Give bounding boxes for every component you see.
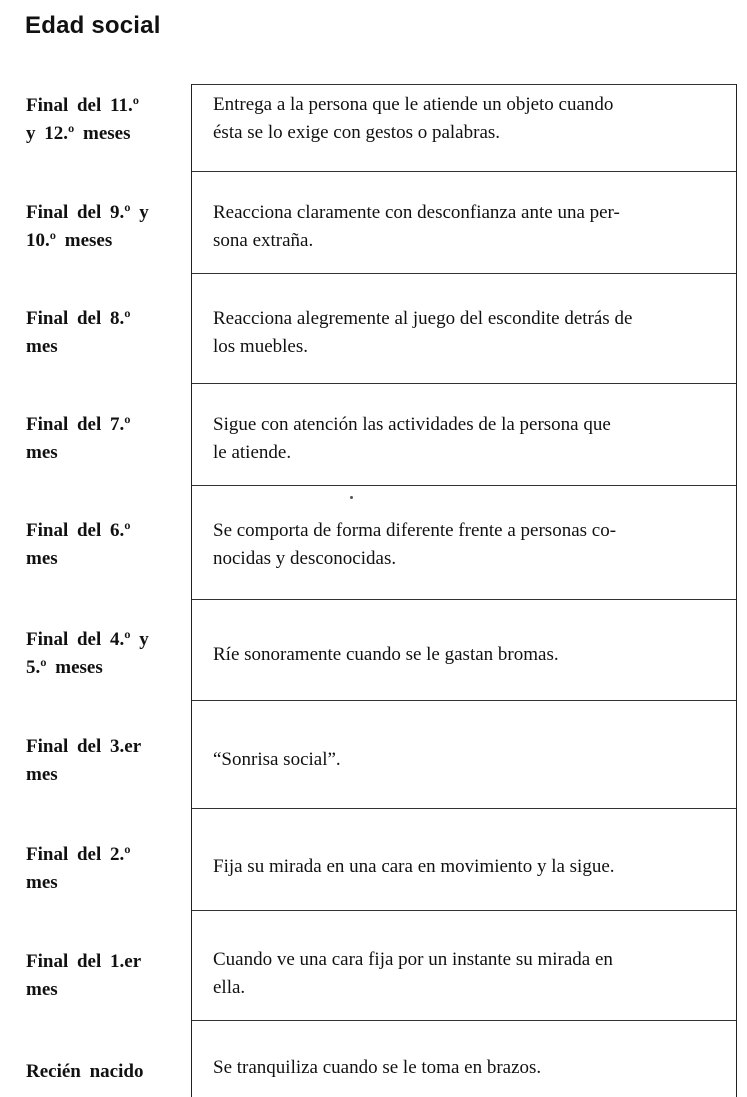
table-row: [0, 171, 747, 273]
table-row: [0, 273, 747, 383]
description-cell: [191, 485, 737, 599]
age-label: Final del 11.º y 12.º meses: [26, 95, 139, 144]
age-label: Recién nacido: [26, 1061, 144, 1082]
age-label: Final del 2.º mes: [26, 844, 131, 893]
table-row: [0, 485, 747, 599]
table-row: [0, 1020, 747, 1097]
age-label: Final del 7.º mes: [26, 414, 131, 463]
age-label: Final del 8.º mes: [26, 308, 131, 357]
table-row: [0, 700, 747, 808]
description-cell: [191, 273, 737, 383]
age-label: Final del 4.º y 5.º meses: [26, 629, 149, 678]
age-label: Final del 3.er mes: [26, 736, 142, 785]
description-cell: [191, 599, 737, 700]
description-cell: [191, 1020, 737, 1097]
description-cell: [191, 808, 737, 910]
description-cell: [191, 700, 737, 808]
table-row: [0, 808, 747, 910]
table-row: [0, 910, 747, 1020]
table-row: [0, 599, 747, 700]
description-text: Cuando ve una cara fija por un instante su mirada en ella.: [213, 949, 613, 998]
age-label: Final del 9.º y 10.º meses: [26, 202, 149, 251]
scan-speck: [350, 496, 353, 499]
age-label: Final del 1.er mes: [26, 951, 142, 1000]
description-text: Reacciona claramente con desconfianza ante una per- sona extraña.: [213, 202, 620, 251]
description-cell: [191, 910, 737, 1020]
description-text: Sigue con atención las actividades de la persona que le atiende.: [213, 414, 611, 463]
description-text: Entrega a la persona que le atiende un objeto cuando ésta se lo exige con gestos o palabras.: [213, 94, 614, 143]
description-cell: [191, 383, 737, 485]
description-cell: [191, 171, 737, 273]
description-text: Reacciona alegremente al juego del escondite detrás de los muebles.: [213, 308, 633, 357]
description-text: “Sonrisa social”.: [213, 749, 341, 770]
description-text: Se tranquiliza cuando se le toma en brazos.: [213, 1057, 542, 1078]
description-text: Fija su mirada en una cara en movimiento y la sigue.: [213, 856, 615, 877]
description-text: Se comporta de forma diferente frente a personas co- nocidas y desconocidas.: [213, 520, 617, 569]
table-row: [0, 84, 747, 171]
page-title: Edad social: [25, 12, 161, 39]
age-label: Final del 6.º mes: [26, 520, 131, 569]
description-cell: [191, 84, 737, 171]
table-row: [0, 383, 747, 485]
description-text: Ríe sonoramente cuando se le gastan bromas.: [213, 644, 559, 665]
